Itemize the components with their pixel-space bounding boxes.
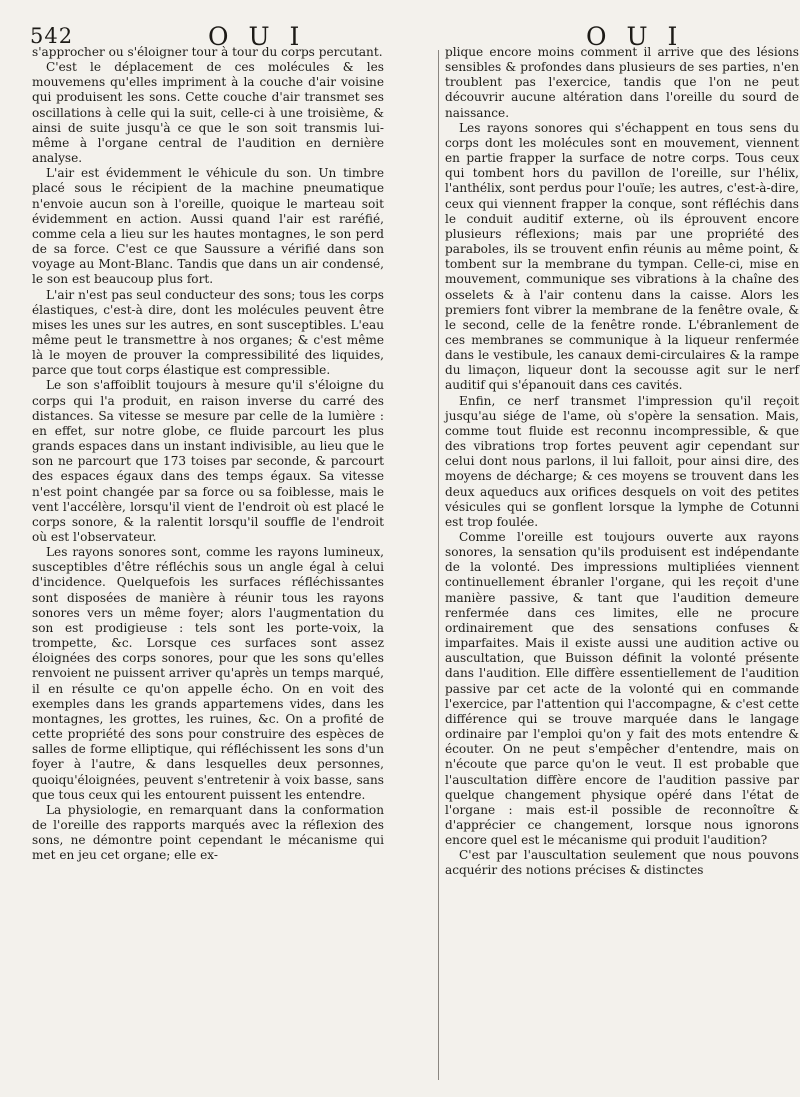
paragraph: La physiologie, en remarquant dans la conformation de l'oreille des rapports marqués avec la réflexion des sons, ne démontre point cependant le mécanisme qui met en jeu cet organe; elle ex- bbox=[32, 802, 384, 863]
page-number: 542 bbox=[30, 24, 74, 48]
paragraph: C'est le déplacement de ces molécules & les mouvemens qu'elles impriment à la couche d'air voisine qui produisent les sons. Cette couche d'air transmet ses oscillations à celle qui la suit, celle-ci à une troisième, & ainsi de suite jusqu'à ce que le son soit transmis lui-même à l'organe central de l'audition en dernière analyse. bbox=[32, 60, 384, 166]
running-title-right: O U I bbox=[586, 22, 684, 51]
right-column bbox=[445, 45, 799, 879]
paragraph: Les rayons sonores sont, comme les rayons lumineux, susceptibles d'être réfléchis sous un angle égal à celui d'incidence. Quelquefois les surfaces réfléchissantes sont disposées de manière à réunir tous les rayons sonores vers un même foyer; alors l'augmentation du son est prodigieuse : tels sont les porte-voix, la trompette, &c. Lorsque ces surfaces sont assez éloignées des corps sonores, pour que les sons qu'elles renvoient ne puissent arriver qu'après un temps marqué, il en résulte ce qu'on appelle écho. On en voit des exemples dans les grands appartemens vides, dans les montagnes, les grottes, les ruines, &c. On a profité de cette propriété des sons pour construire des espèces de salles de forme elliptique, qui réfléchissent les sons d'un foyer à l'autre, & dans lesquelles deux personnes, quoiqu'éloignées, peuvent s'entretenir à voix basse, sans que tous ceux qui les entourent puissent les entendre. bbox=[32, 545, 384, 802]
paragraph: C'est par l'auscultation seulement que nous pouvons acquérir des notions précises & distinctes bbox=[445, 848, 799, 878]
paragraph: L'air n'est pas seul conducteur des sons; tous les corps élastiques, c'est-à dire, dont les molécules peuvent être mises les unes sur les autres, en sont susceptibles. L'eau même peut le transmettre à nos organes; & c'est même là le moyen de prouver la compressibilité des liquides, parce que tout corps élastique est compressible. bbox=[32, 287, 384, 378]
paragraph: s'approcher ou s'éloigner tour à tour du corps percutant. bbox=[32, 45, 383, 59]
paragraph: Comme l'oreille est toujours ouverte aux rayons sonores, la sensation qu'ils produisent est indépendante de la volonté. Des impressions multipliées viennent continuellement ébranler l'organe, qui les reçoit d'une manière passive, & tant que l'audition demeure renfermée dans ces limites, elle ne procure ordinairement que des sensations confuses & imparfaites. Mais il existe aussi une audition active ou auscultation, que Buisson définit la volonté présente dans l'audition. Elle diffère essentiellement de l'audition passive par cet acte de la volonté qui en commande l'exercice, par l'attention qui l'accompagne, & c'est cette différence qui se trouve marquée dans le langage ordinaire par l'emploi qu'on y fait des mots entendre & écouter. On ne peut s'empêcher d'entendre, mais on n'écoute que parce qu'on le veut. Il est probable que l'auscultation diffère encore de l'audition passive par quelque changement physique opéré dans l'état de l'organe : mais est-il possible de reconnoître & d'apprécier ce changement, lorsque nous ignorons encore quel est le mécanisme qui produit l'audition? bbox=[445, 530, 799, 848]
column-divider bbox=[438, 50, 439, 1080]
paragraph: L'air est évidemment le véhicule du son. Un timbre placé sous le récipient de la machine pneumatique n'envoie aucun son à l'oreille, quoique le marteau soit évidemment en action. Aussi quand l'air est raréfié, comme cela a lieu sur les hautes montagnes, le son perd de sa force. C'est ce que Saussure a vérifié dans son voyage au Mont-Blanc. Tandis que dans un air condensé, le son est beaucoup plus fort. bbox=[32, 166, 384, 287]
paragraph: Enfin, ce nerf transmet l'impression qu'il reçoit jusqu'au siége de l'ame, où s'opère la sensation. Mais, comme tout fluide est reconnu incompressible, & que des vibrations trop fortes peuvent agir cependant sur celui dont nous parlons, il lui falloit, pour ainsi dire, des moyens de décharge; & ces moyens se trouvent dans les deux aqueducs aux orifices desquels on voit des petites vésicules qui se gonflent lorsque la lymphe de Cotunni est trop foulée. bbox=[445, 393, 799, 529]
paragraph: Les rayons sonores qui s'échappent en tous sens du corps dont les molécules sont en mouvement, viennent en partie frapper la surface de notre corps. Tous ceux qui tombent hors du pavillon de l'oreille, sur l'hélix, l'anthélix, sont perdus pour l'ouïe; les autres, c'est-à-dire, ceux qui viennent frapper la conque, sont réfléchis dans le conduit auditif externe, où ils éprouvent encore plusieurs réflexions; mais par une propriété des paraboles, ils se trouvent enfin réunis au même point, & tombent sur la membrane du tympan. Celle-ci, mise en mouvement, communique ses vibrations à la chaîne des osselets & à l'air contenu dans la caisse. Alors les premiers font vibrer la membrane de la fenêtre ovale, & le second, celle de la fenêtre ronde. L'ébranlement de ces membranes se communique à la liqueur renfermée dans le vestibule, les canaux demi-circulaires & la rampe du limaçon, liqueur dont la secousse agit sur le nerf auditif qui s'épanouit dans ces cavités. bbox=[445, 120, 799, 393]
running-title-left: O U I bbox=[208, 22, 306, 51]
paragraph: plique encore moins comment il arrive que des lésions sensibles & profondes dans plusieurs de ses parties, n'en troublent pas l'exercice, tandis que l'on ne peut découvrir aucune altération dans l'oreille du sourd de naissance. bbox=[445, 45, 799, 120]
paragraph: Le son s'affoiblit toujours à mesure qu'il s'éloigne du corps qui l'a produit, en raison inverse du carré des distances. Sa vitesse se mesure par celle de la lumière : en effet, sur notre globe, ce fluide parcourt les plus grands espaces dans un instant indivisible, au lieu que le son ne parcourt que 173 toises par seconde, & parcourt des espaces égaux dans des temps égaux. Sa vitesse n'est point changée par sa force ou sa foiblesse, mais le vent l'accélère, lorsqu'il vient de l'endroit où est placé le corps sonore, & la ralentit lorsqu'il souffle de l'endroit où est l'observateur. bbox=[32, 378, 384, 544]
left-column bbox=[32, 45, 384, 863]
